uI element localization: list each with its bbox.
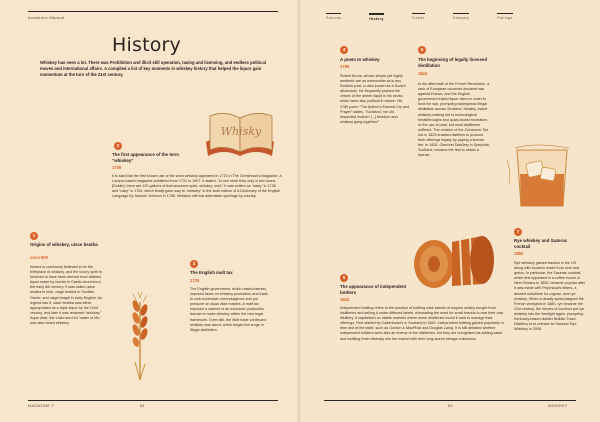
- left-page-number: 64: [140, 404, 145, 408]
- page-title: History: [112, 34, 181, 56]
- right-page: [300, 0, 600, 422]
- nav-history[interactable]: History: [369, 13, 383, 23]
- entry-body-6: In the aftermath of the French Revolution, a rash of European countries declared war against France, and the English government tripled liquor taxes in order to fund the war, prompting widespread illegal distillation across Scotland. Notably, sweet whiskey-making led to technological breakthroughs and quasi-tourist recreation, or the use of peat, but most distilleries suffered. The revision of the Consumer Tax Act in 1823 enabled distillers to produce their offerings legally by paying a license fee. In 1824, Glenlivet Distillery in Speyside, Scotland, became the first to obtain a license.: [418, 82, 490, 158]
- entry-title-3: The English malt tax: [190, 270, 233, 275]
- entry-year-4: 1785: [340, 64, 350, 69]
- entry-marker-7: 7: [514, 228, 522, 236]
- nav-sources[interactable]: Sources: [326, 13, 341, 23]
- entry-year-7: 1850: [514, 251, 524, 256]
- entry-body-7: Rye whiskey gained traction in the US along with bourbon made from corn and grains. In particular, the Sazerac cocktail, which first appeared in a coffee house in New Orleans in 1850, became popular after it was made with Peychaud’s bitters, a dessert substitute for cognac, and rye whiskey. When a deadly aphid plagued the French vineyards in 1880, rye became the 21st century, the heroes of bourbon put rye whiskey into the limelight again, prompting Kentucky-based distiller Buffalo Trace Distillery to re-release its Sazerac Rye Whiskey in 2006.: [514, 261, 586, 332]
- left-brand: MAGAZINE F: [28, 404, 55, 408]
- entry-marker-3: 3: [190, 260, 198, 268]
- right-brand: WHISKEY: [548, 404, 568, 408]
- entry-title-6: The beginning of legally licensed distillation: [418, 57, 488, 68]
- entry-title-1: Origins of whiskey, uisce beatha: [30, 242, 98, 247]
- wheat-illustration: [125, 292, 155, 382]
- entry-marker-6: 6: [418, 46, 426, 54]
- intro-paragraph: Whiskey has seen a lot. There was Prohibition and illicit still operation, taxing and licensing, and endless political moves and international affairs. A compiled a list of key moments in whiskey history that helped the liquor gain momentum at the turn of the 21st century.: [40, 60, 266, 78]
- whisky-book-word: Whisky: [220, 125, 262, 138]
- entry-year-1: circa 500: [30, 255, 48, 260]
- entry-marker-4: 4: [340, 46, 348, 54]
- section-label: Academic Manual: [28, 15, 65, 20]
- whisky-book-illustration: [200, 102, 280, 164]
- entry-title-7: Rye whiskey and Sazerac cocktail: [514, 238, 568, 249]
- entry-year-5: 1842: [340, 297, 350, 302]
- nav-pairings[interactable]: Pairings: [497, 13, 512, 23]
- entry-body-1: Ireland is commonly believed to be the birthplace of whiskey, and the luxury spirit is believed to have been derived from distilled liquor made by monks in Gaelic churches in the early 6th century. It was called uisce beatha in Irish, usige beatha in Scottish Gaelic, and uisge beagh in early English. As legend has it, uisce beatha was either appropriated as a triple liquor by the 12nd century, and later it was renamed “whiskey.” Aqua vitae, the Latin word for “water of life,” was also heard whiskey.: [30, 265, 102, 326]
- right-page-number: 65: [448, 404, 453, 408]
- whisky-glass-illustration: [505, 140, 580, 215]
- barrels-illustration: [412, 222, 502, 292]
- entry-body-4: Robert Burns, whose simple yet highly aesthetic are as memorable as is any Scottish poet, is also known as a Scotch aficionado. He frequently praised the virtues of the amber liquid in his works, which were also political in nature. His 1786 poem “The Author’s Earnest Cry and Prayer” states, “Scotland, me old, respected mother! [...] freedom and whiskey gang together!”: [340, 74, 410, 124]
- entry-year-3: 1725: [190, 278, 200, 283]
- bottom-rule-left: [28, 400, 278, 401]
- entry-body-2: It is said that the first known use of the word whiskey appeared in 1715 in The Gentleman’s Magazine, a London-based magazine published from 1731 to 1907. It stated, “In one store they only in two towns [Dublin], there are 120 gallons of that accursed spirit, whiskey, sold.” It was written as “uisky” in 1736 and “usky” in 1754, which finally gave way to “whiskey” in the sixth edition of A Dictionary of the English Language by Samuel Johnson in 1785. Whiskey still has alternative spellings by country.: [112, 174, 282, 199]
- entry-year-2: 1736: [112, 165, 122, 170]
- bottom-rule-right: [324, 400, 576, 401]
- entry-year-6: 1824: [418, 71, 428, 76]
- entry-title-4: A poem to whiskey: [340, 57, 380, 62]
- top-rule: [28, 11, 278, 12]
- nav-trends[interactable]: Trends: [412, 13, 425, 23]
- entry-marker-1: 1: [30, 232, 38, 240]
- entry-title-2: The first appearance of the term “whiskey”: [112, 152, 179, 163]
- entry-marker-5: 5: [340, 274, 348, 282]
- entry-body-3: The English government, which raised interest, imposed taxes on whiskey production and trade to curb excessive overindulgence and put pressure on aqua vitae makers. A malt tax imposed a cabinet or an exclusive production license to make whiskey within the new legal framework. Even still, the illicit trade continued: whiskey was taxed, which began the surge in illegal distillation.: [190, 287, 268, 332]
- top-nav: [326, 13, 576, 23]
- entry-body-5: Independent bottling refers to the practice of bottling cask barrels of surplus whisky bought from distilleries and selling it under different labels, eliminating the need for small brands to own their own distillery. It capitalised on visible markets where some distilleries found it hard to manage their offerings. First started by Cadenhead’s in Scotland in 1842, independent bottling gained popularity in time and at the table, such as Gordon & MacPhail and Douglas Laing. It is still debated whether independent bottlers were also an enemy of the distilleries, but they are recognised as adding value and instilling fresh diversity into the market with their long-stored vintage collections.: [340, 306, 504, 341]
- nav-glossary[interactable]: Glossary: [453, 13, 470, 23]
- entry-title-5: The appearance of independent bottlers: [340, 284, 407, 295]
- entry-marker-2: 2: [114, 142, 122, 150]
